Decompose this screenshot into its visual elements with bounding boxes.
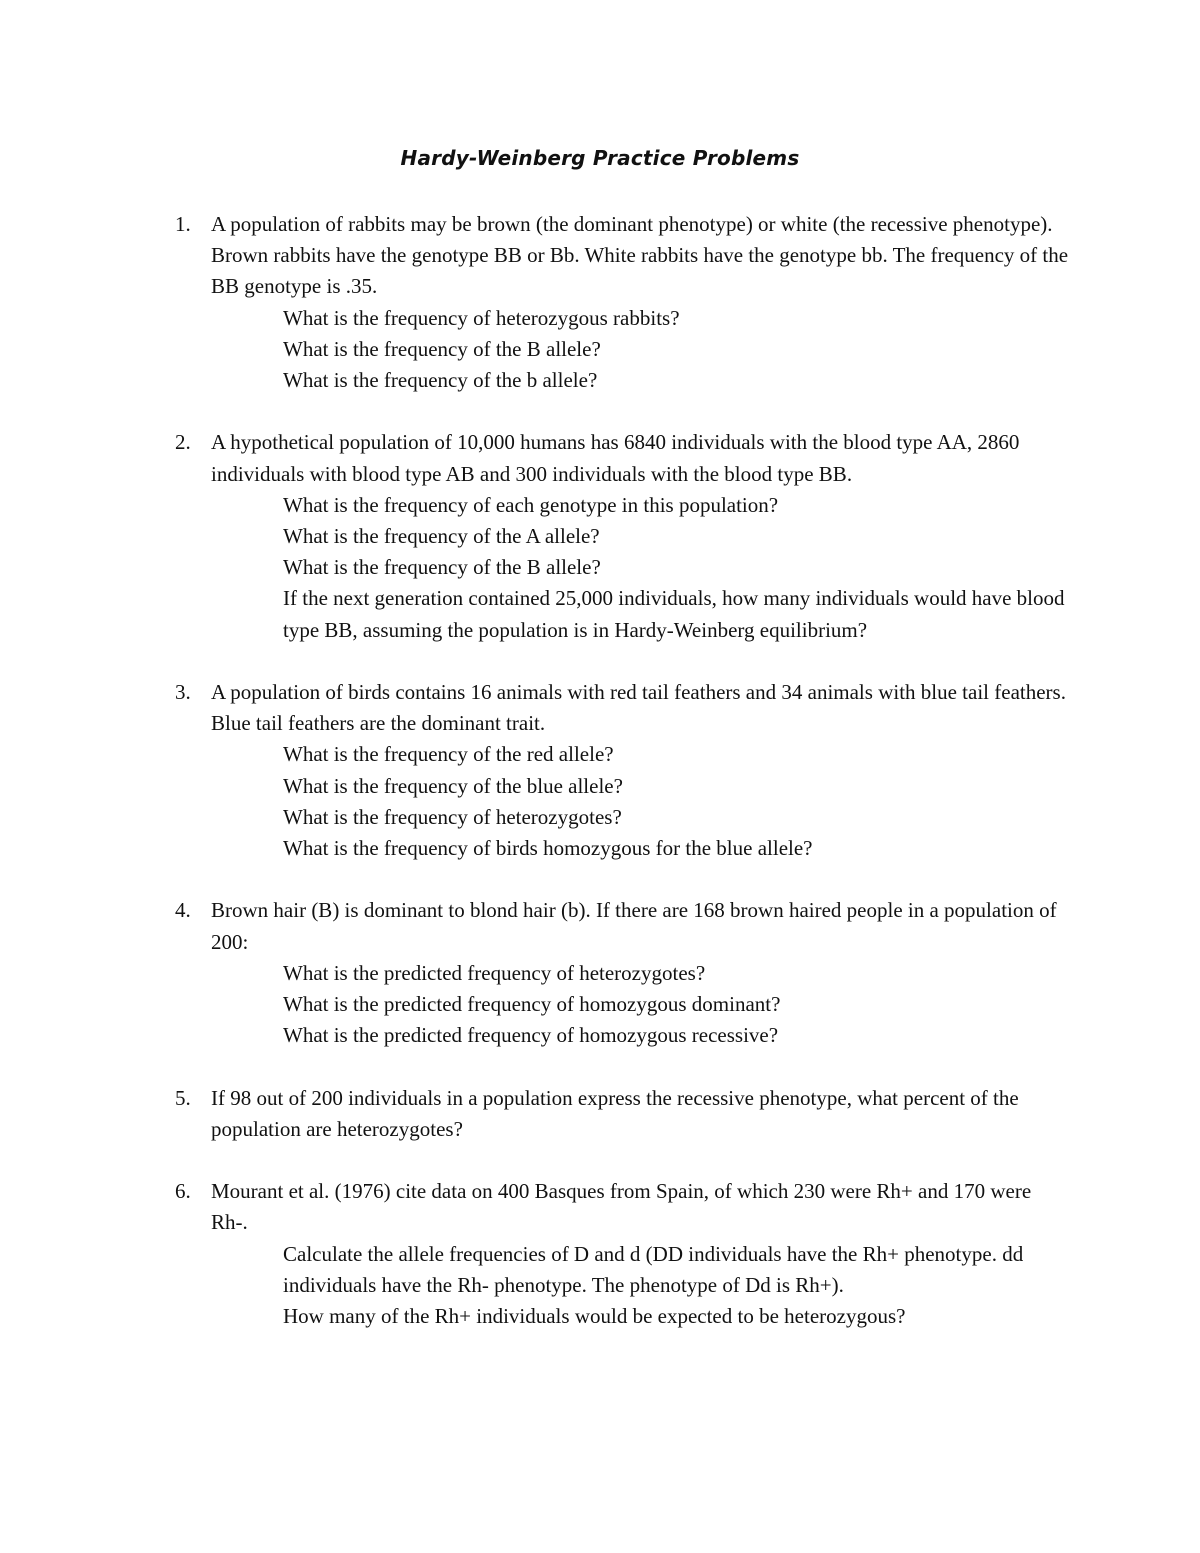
sub-question: What is the frequency of heterozygous rabbits? xyxy=(283,305,680,330)
sub-question: What is the predicted frequency of heterozygotes? xyxy=(283,960,706,985)
problem-stem: Brown hair (B) is dominant to blond hair (b). If there are 168 brown haired people in a population of 200: xyxy=(211,898,1057,954)
problem-stem: A population of birds contains 16 animals with red tail feathers and 34 animals with blue tail feathers. Blue tail feathers are the dominant trait. xyxy=(211,680,1066,736)
problem-1 xyxy=(0,209,1071,396)
page-title: Hardy-Weinberg Practice Problems xyxy=(400,146,800,170)
sub-question: What is the frequency of the red allele? xyxy=(283,742,614,767)
sub-question: Calculate the allele frequencies of D and d (DD individuals have the Rh+ phenotype. dd individuals have the Rh- phenotype. The phenotype of Dd is Rh+). xyxy=(283,1241,1024,1297)
problem-3 xyxy=(0,677,1071,864)
problem-2 xyxy=(0,427,1071,645)
sub-question: What is the frequency of the blue allele? xyxy=(283,773,623,798)
problem-number: 3. xyxy=(175,680,191,705)
problem-4 xyxy=(0,895,1071,1051)
sub-question: What is the frequency of the A allele? xyxy=(283,524,600,549)
problem-number: 2. xyxy=(175,430,191,455)
problem-6 xyxy=(0,1176,1071,1332)
problem-number: 4. xyxy=(175,898,191,923)
sub-question: What is the frequency of the B allele? xyxy=(283,555,601,580)
problem-stem: A hypothetical population of 10,000 humans has 6840 individuals with the blood type AA, 2860 individuals with blood type AB and 300 individuals with the blood type BB. xyxy=(211,430,1020,486)
problem-number: 1. xyxy=(175,212,191,236)
problem-number: 6. xyxy=(175,1179,191,1204)
problem-5 xyxy=(0,1083,1071,1145)
sub-question: What is the frequency of birds homozygous for the blue allele? xyxy=(283,836,813,861)
sub-question: What is the frequency of each genotype in this population? xyxy=(283,492,779,517)
sub-question: What is the predicted frequency of homozygous recessive? xyxy=(283,1023,779,1048)
sub-question: What is the frequency of the B allele? xyxy=(283,336,601,361)
sub-question: What is the frequency of the b allele? xyxy=(283,368,598,393)
sub-question: If the next generation contained 25,000 individuals, how many individuals would have blood type BB, assuming the population is in Hardy-Weinberg equilibrium? xyxy=(283,586,1065,642)
problem-list xyxy=(0,209,1200,1332)
problem-stem: A population of rabbits may be brown (the dominant phenotype) or white (the recessive phenotype). Brown rabbits have the genotype BB or Bb. White rabbits have the genotype bb. The frequency of the BB genotype is .35. xyxy=(211,212,1069,299)
problem-number: 5. xyxy=(175,1085,191,1110)
sub-question: What is the frequency of heterozygotes? xyxy=(283,804,622,829)
problem-stem: Mourant et al. (1976) cite data on 400 Basques from Spain, of which 230 were Rh+ and 170 were Rh-. xyxy=(211,1179,1032,1235)
sub-question: How many of the Rh+ individuals would be expected to be heterozygous? xyxy=(283,1304,906,1329)
sub-question: What is the predicted frequency of homozygous dominant? xyxy=(283,992,781,1017)
problem-stem: If 98 out of 200 individuals in a population express the recessive phenotype, what percent of the population are heterozygotes? xyxy=(211,1085,1019,1141)
